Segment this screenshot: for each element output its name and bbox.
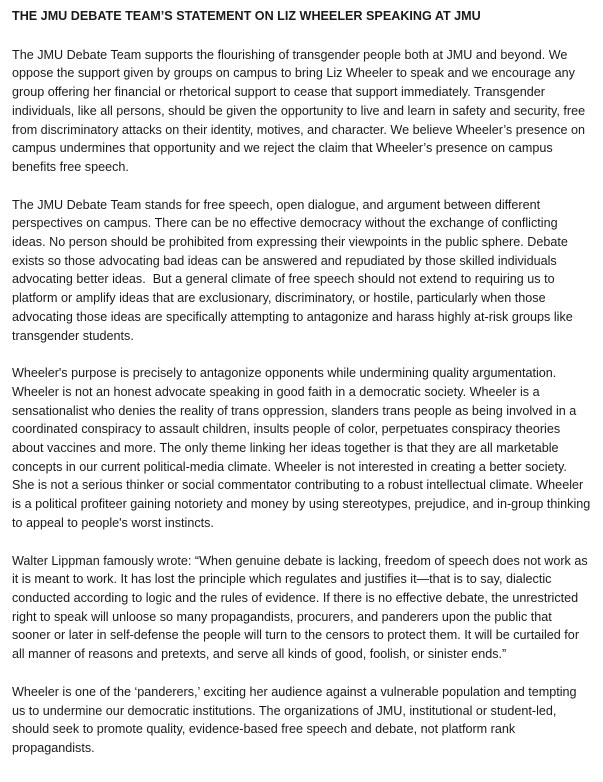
paragraph-free-speech: The JMU Debate Team stands for free speech, open dialogue, and argument between different perspectives on campus. There can be no effective democracy without the exchange of conflicting ideas. No person should be prohibited from expressing their viewpoints in the public sphere. Debate exists so those advocating bad ideas can be answered and repudiated by those skilled individuals advocating better ideas. But a general climate of free speech should not extend to requiring us to platform or amplify ideas that are exclusionary, discriminatory, or hostile, particularly when those advocating those ideas are specifically attempting to antagonize and harass highly at-risk groups like transgender students. — [12, 197, 577, 343]
statement-document — [12, 0, 592, 758]
paragraph-support-transgender: The JMU Debate Team supports the flourishing of transgender people both at JMU and beyond. We oppose the support given by groups on campus to bring Liz Wheeler to speak and we encourage any group offering her financial or rhetorical support to cease that support immediately. Transgender individuals, like all persons, should be given the opportunity to live and learn in safety and security, free from discriminatory attacks on their identity, motives, and character. We believe Wheeler’s presence on campus undermines that opportunity and we reject the claim that Wheeler’s presence on campus benefits free speech. — [12, 47, 589, 174]
paragraph-lippman-quote: Walter Lippman famously wrote: “When genuine debate is lacking, freedom of speech does not work as it is meant to work. It has lost the principle which regulates and justifies it—that is to say, dialectic conducted according to logic and the rules of evidence. If there is no effective debate, the unrestricted right to speak will unloose so many propagandists, procurers, and panderers upon the public that sooner or later in self-defense the people will turn to the censors to protect them. It will be curtailed for all manner of reasons and pretexts, and serve all kinds of good, foolish, or sinister ends.” — [12, 553, 592, 662]
paragraph-wheeler-purpose: Wheeler's purpose is precisely to antagonize opponents while undermining quality argumentation. Wheeler is not an honest advocate speaking in good faith in a democratic society. Wheeler is a sensationalist who denies the reality of trans oppression, slanders trans people as being involved in a coordinated conspiracy to assault children, insults people of color, perpetuates conspiracy theories about vaccines and more. The only theme linking her ideas together is that they are all marketable concepts in our current political-media climate. Wheeler is not interested in creating a better society. She is not a serious thinker or social commentator contributing to a robust intellectual climate. Wheeler is a political profiteer gaining notoriety and money by using stereotypes, prejudice, and in-group thinking to appeal to people's worst instincts. — [12, 366, 594, 530]
statement-title: THE JMU DEBATE TEAM’S STATEMENT ON LIZ WHEELER SPEAKING AT JMU — [12, 9, 481, 23]
paragraph-conclusion: Wheeler is one of the ‘panderers,’ exciting her audience against a vulnerable population and tempting us to undermine our democratic institutions. The organizations of JMU, institutional or student-led, should seek to promote quality, evidence-based free speech and debate, not platform rank propagandists. — [12, 684, 581, 755]
